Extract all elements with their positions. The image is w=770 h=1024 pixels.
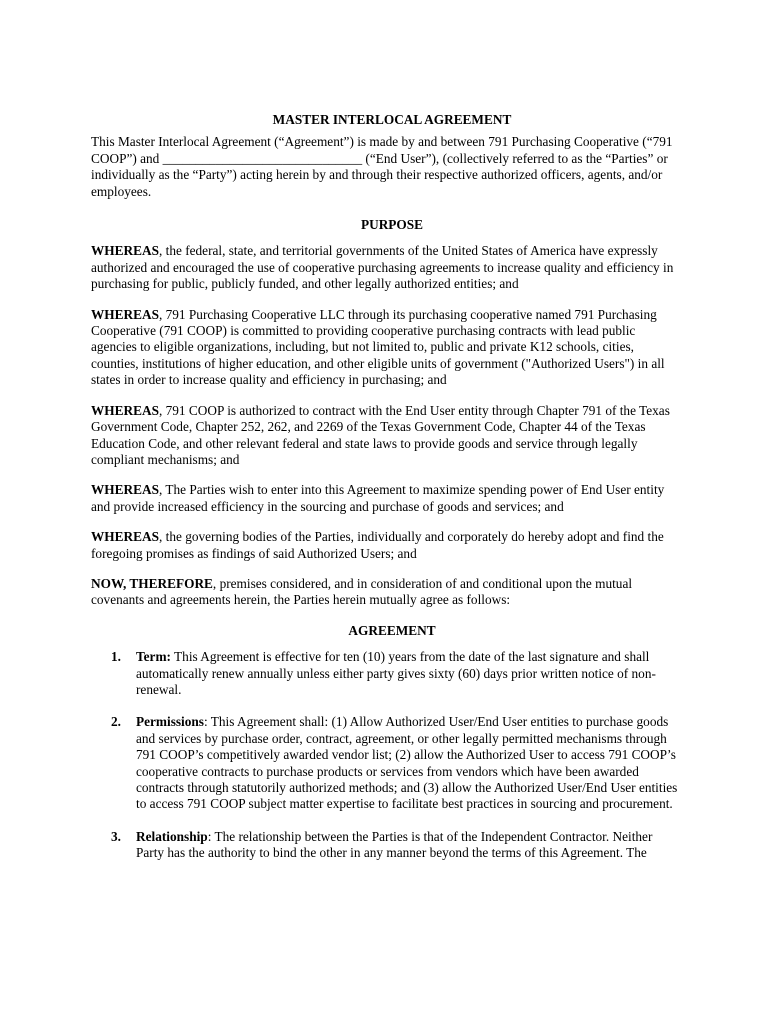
section-number: 3. xyxy=(111,828,121,844)
whereas-paragraph xyxy=(91,403,681,469)
section-number: 1. xyxy=(111,649,121,665)
whereas-paragraph xyxy=(91,307,681,389)
now-therefore-text: , premises considered, and in consideration of and conditional upon the mutual covenants and agreements herein, the Parties herein mutually agree as follows: xyxy=(91,575,633,608)
whereas-text: , the federal, state, and territorial governments of the United States of America have expressly authorized and encouraged the use of cooperative purchasing agreements to increase quality and efficiency in purchasing for public, publicly funded, and other legally authorized entities; and xyxy=(91,243,674,292)
section-text: : The relationship between the Parties is that of the Independent Contractor. Neither Party has the authority to bind the other in any manner beyond the terms of this Agreement. The xyxy=(136,828,653,861)
intro-paragraph: This Master Interlocal Agreement (“Agreement”) is made by and between 791 Purchasing Cooperative (“791 COOP”) and ______________________________ (“End User”), (collectively referred to as the “Parties” or individually as the “Party”) acting herein by and through their respective authorized officers, agents, and/or employees. xyxy=(91,134,673,199)
section-label: Permissions xyxy=(136,714,204,730)
whereas-text: , the governing bodies of the Parties, individually and corporately do hereby adopt and find the foregoing promises as findings of said Authorized Users; and xyxy=(91,529,664,561)
document-page xyxy=(91,112,681,878)
whereas-paragraph xyxy=(91,529,681,562)
section-number: 2. xyxy=(111,714,121,730)
whereas-paragraph xyxy=(91,482,681,515)
document-title: MASTER INTERLOCAL AGREEMENT xyxy=(272,112,512,127)
purpose-heading: PURPOSE xyxy=(360,217,424,233)
section-label: Term: xyxy=(136,649,171,665)
whereas-text: , 791 Purchasing Cooperative LLC through its purchasing cooperative named 791 Purchasing Cooperative (791 COOP) is committed to providing cooperative purchasing contracts with lead public agencies to eligible organizations, including, but not limited to, public and private K12 schools, cities, counties, institutions of higher education, and other eligible units of government ("Authorized Users") in all states in order to increase quality and efficiency in purchasing; and xyxy=(91,306,665,388)
agreement-section xyxy=(91,649,681,698)
now-therefore-paragraph xyxy=(91,576,681,609)
whereas-lead: WHEREAS xyxy=(91,402,159,418)
whereas-lead: WHEREAS xyxy=(91,306,159,322)
whereas-lead: WHEREAS xyxy=(91,243,159,259)
agreement-sections-list xyxy=(91,649,681,861)
whereas-paragraph xyxy=(91,243,681,292)
agreement-section xyxy=(91,714,681,812)
whereas-lead: WHEREAS xyxy=(91,529,159,545)
whereas-text: , 791 COOP is authorized to contract with the End User entity through Chapter 791 of the Texas Government Code, Chapter 252, 262, and 2269 of the Texas Government Code, Chapter 44 of the Texas Education Code, and other relevant federal and state laws to provide goods and service through legally compliant mechanisms; and xyxy=(91,402,670,467)
agreement-section xyxy=(91,829,681,862)
section-text: : This Agreement shall: (1) Allow Authorized User/End User entities to purchase goods and services by purchase order, contract, agreement, or other legally permitted mechanisms through 791 COOP’s competitively awarded vendor list; (2) allow the Authorized User to access 791 COOP’s cooperative contracts to purchase products or services from vendors which have been awarded contracts through statutorily authorized methods; and (3) allow the Authorized User/End User entities to access 791 COOP subject matter expertise to facilitate best practices in sourcing and procurement. xyxy=(136,714,678,812)
agreement-heading: AGREEMENT xyxy=(348,622,436,638)
whereas-lead: WHEREAS xyxy=(91,482,159,498)
section-text: This Agreement is effective for ten (10) years from the date of the last signature and shall automatically renew annually unless either party gives sixty (60) days prior written notice of non-renewal. xyxy=(136,649,656,697)
section-label: Relationship xyxy=(136,828,208,844)
whereas-text: , The Parties wish to enter into this Agreement to maximize spending power of End User entity and provide increased efficiency in the sourcing and purchase of goods and services; and xyxy=(91,482,665,514)
now-therefore-lead: NOW, THEREFORE xyxy=(91,575,213,591)
